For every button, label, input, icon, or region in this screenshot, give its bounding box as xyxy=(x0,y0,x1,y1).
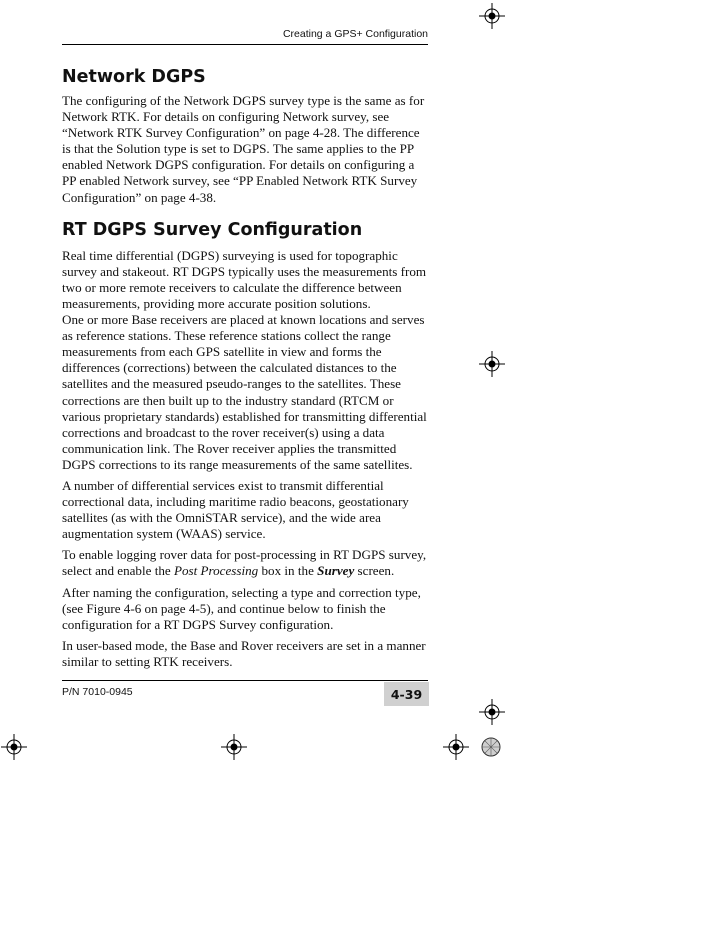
page-number-tab xyxy=(384,682,429,706)
registration-mark-icon xyxy=(221,734,247,760)
registration-mark-icon xyxy=(479,351,505,377)
section-title-network-dgps: Network DGPS xyxy=(62,67,206,87)
p4-text-c: box in the xyxy=(258,563,318,579)
p4-text-e: screen. xyxy=(354,563,395,579)
header-rule xyxy=(62,44,428,45)
rt-dgps-paragraph-2: One or more Base receivers are placed at known locations and serves as reference stations. These reference stations collect the range measurements from each GPS satellite in view and forms the differences (corrections) between the calculated distances to the satellites and the measured pseudo-ranges to the satellites. These corrections are then built up to the industry standard (RTCM or various proprietary standards) established for transmitting differential corrections and broadcast to the rover receiver(s) using a data communication link. The Rover receiver applies the transmitted DGPS corrections to its range measurements of the same satellites. xyxy=(62,312,427,472)
registration-mark-icon xyxy=(1,734,27,760)
registration-mark-icon xyxy=(443,734,469,760)
rt-dgps-paragraph-5: After naming the configuration, selecting a type and correction type, (see Figure 4-6 on page 4-5), and continue below to finish the configuration for a RT DGPS Survey configuration. xyxy=(62,584,421,632)
registration-mark-icon xyxy=(479,3,505,29)
page-number: 4-39 xyxy=(390,686,423,702)
p4-text-a: To enable logging rover data for post-processing in RT DGPS survey, select and enable the xyxy=(62,547,427,579)
section-title-rt-dgps: RT DGPS Survey Configuration xyxy=(62,219,363,240)
color-target-icon xyxy=(481,737,501,757)
post-processing-term: Post Processing xyxy=(173,563,259,579)
footer-rule xyxy=(62,680,428,681)
rt-dgps-paragraph-4 xyxy=(62,547,430,579)
survey-term: Survey xyxy=(317,563,355,579)
rt-dgps-paragraph-3: A number of differential services exist to transmit differential correctional data, including maritime radio beacons, geostationary satellites (as with the OmniSTAR service), and the wide area augmentation system (WAAS) service. xyxy=(62,477,409,542)
page-body xyxy=(62,62,430,675)
network-dgps-paragraph: The configuring of the Network DGPS survey type is the same as for Network RTK. For details on configuring Network survey, see “Network RTK Survey Configuration” on page 4-28. The difference is that the Solution type is set to DGPS. The same applies to the PP enabled Network DGPS configuration. For details on configuring a PP enabled Network survey, see “PP Enabled Network RTK Survey Configuration” on page 4-38. xyxy=(62,93,425,205)
rt-dgps-paragraph-1: Real time differential (DGPS) surveying is used for topographic survey and stakeout. RT DGPS typically uses the measurements from two or more remote receivers to calculate the difference between measurements, providing more accurate position solutions. xyxy=(62,247,427,311)
running-header: Creating a GPS+ Configuration xyxy=(282,28,428,40)
part-number: P/N 7010-0945 xyxy=(62,686,133,698)
registration-mark-icon xyxy=(479,699,505,725)
rt-dgps-paragraph-6: In user-based mode, the Base and Rover receivers are set in a manner similar to setting RTK receivers. xyxy=(62,637,426,669)
